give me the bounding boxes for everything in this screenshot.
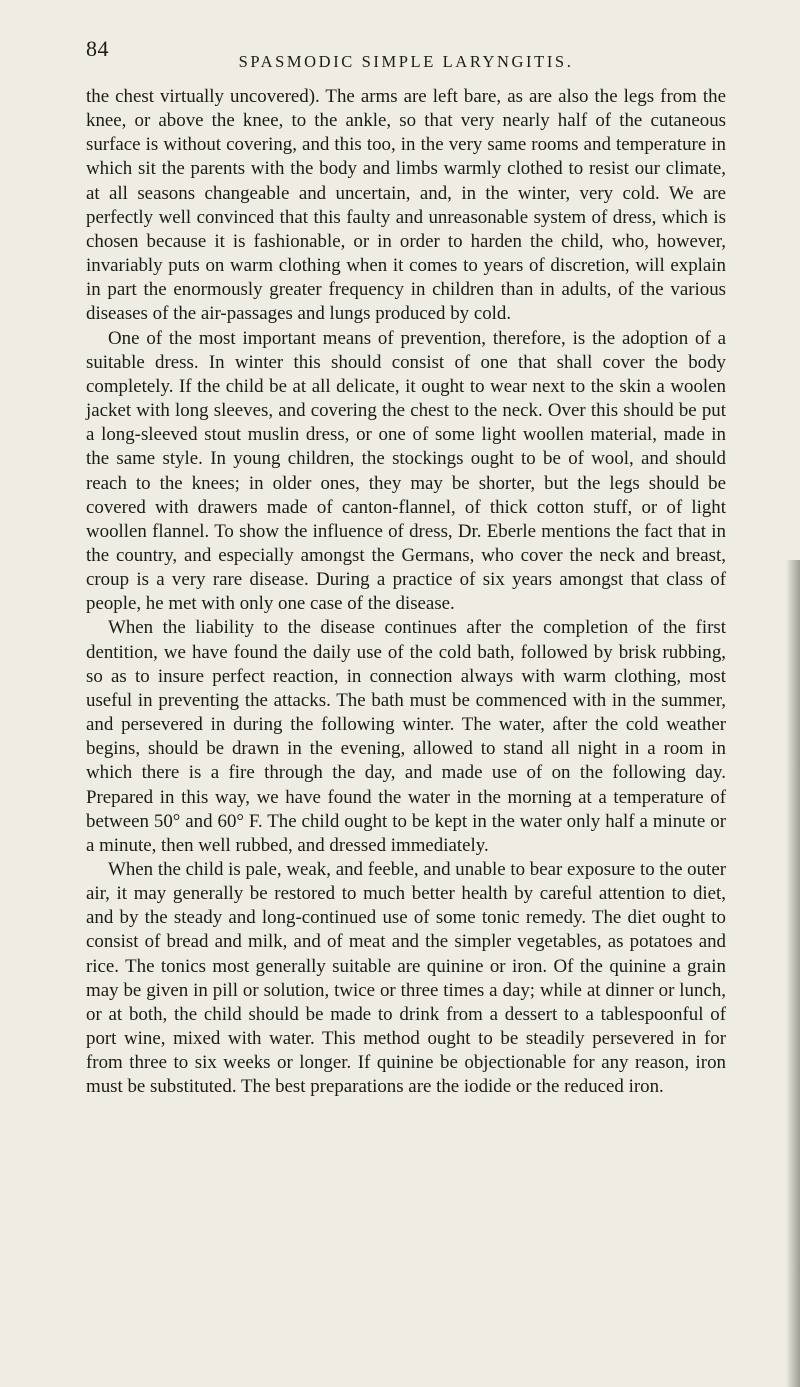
paragraph: When the child is pale, weak, and feeble, and unable to bear exposure to the outer air, it may generally be restored to much better health by careful attention to diet, and by the steady and long-continued use of some tonic remedy. The diet ought to consist of bread and milk, and of meat and the simpler vegetables, as potatoes and rice. The tonics most generally suitable are quinine or iron. Of the quinine a grain may be given in pill or solution, twice or three times a day; while at dinner or lunch, or at both, the child should be made to drink from a dessert to a tablespoonful of port wine, mixed with water. This method ought to be steadily persevered in for from three to six weeks or longer. If quinine be objectionable for any reason, iron must be substituted. The best preparations are the iodide or the reduced iron. [86, 859, 726, 1098]
page-number: 84 [86, 36, 109, 61]
running-head: SPASMODIC SIMPLE LARYNGITIS. [238, 52, 574, 71]
page-edge-shadow [786, 560, 800, 1387]
paragraph: the chest virtually uncovered). The arms are left bare, as are also the legs from the knee, or above the knee, to the ankle, so that very nearly half of the cutaneous surface is without covering, and this too, in the very same rooms and temperature in which sit the parents with the body and limbs warmly clothed to resist our climate, at all seasons changeable and uncertain, and, in the winter, very cold. We are perfectly well convinced that this faulty and unreasonable system of dress, which is chosen because it is fashionable, or in order to harden the child, who, however, invariably puts on warm clothing when it comes to years of discretion, will explain in part the enormously greater frequency in children than in adults, of the various diseases of the air-passages and lungs produced by cold. [86, 86, 726, 325]
body-text [86, 85, 726, 1100]
page-header [86, 36, 726, 71]
paragraph: When the liability to the disease continues after the completion of the first dentition, we have found the daily use of the cold bath, followed by brisk rubbing, so as to insure perfect reaction, in connection always with warm clothing, most useful in preventing the attacks. The bath must be commenced with in the summer, and persevered in during the following winter. The water, after the cold weather begins, should be drawn in the evening, allowed to stand all night in a room in which there is a fire through the day, and made use of on the following day. Prepared in this way, we have found the water in the morning at a temperature of between 50° and 60° F. The child ought to be kept in the water only half a minute or a minute, then well rubbed, and dressed immediately. [86, 617, 726, 856]
paragraph: One of the most important means of prevention, therefore, is the adoption of a suitable dress. In winter this should consist of one that shall cover the body completely. If the child be at all delicate, it ought to wear next to the skin a woolen jacket with long sleeves, and covering the chest to the neck. Over this should be put a long-sleeved stout muslin dress, or one of some light woollen material, made in the same style. In young children, the stockings ought to be of wool, and should reach to the knees; in older ones, they may be shorter, but the legs should be covered with drawers made of canton-flannel, of thick cotton stuff, or of light woollen flannel. To show the influence of dress, Dr. Eberle mentions the fact that in the country, and especially amongst the Germans, who cover the neck and breast, croup is a very rare disease. During a practice of six years amongst that class of people, he met with only one case of the disease. [86, 327, 726, 615]
